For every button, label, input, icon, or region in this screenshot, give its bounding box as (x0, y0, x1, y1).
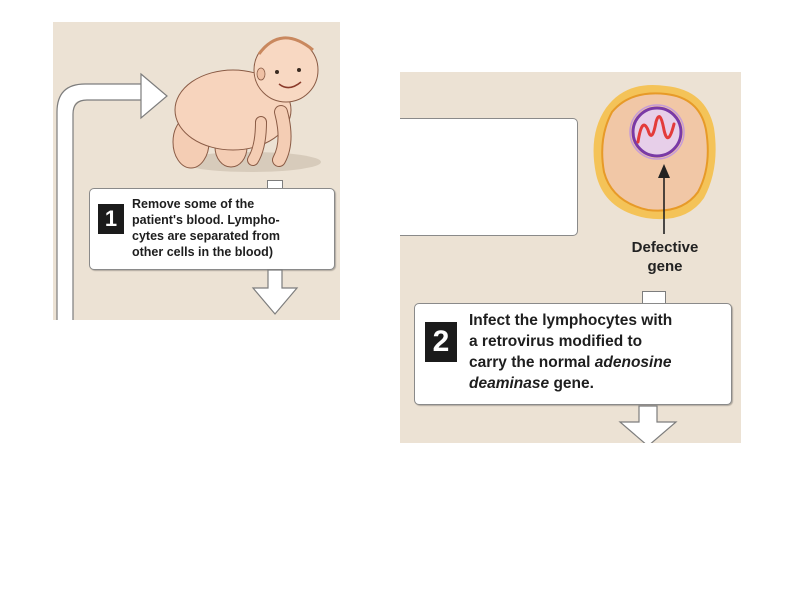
step2-line-2: a retrovirus modified to (469, 333, 643, 350)
step1-down-arrow-icon (249, 270, 309, 320)
step2-line-4-italic: deaminase (469, 375, 550, 392)
gene-label-line-2: gene (647, 258, 683, 275)
step2-down-arrow-icon (616, 406, 686, 443)
step2-line-4-text: gene. (549, 375, 594, 392)
step1-line-3: cytes are separated from (132, 229, 280, 243)
step1-line-4: other cells in the blood) (132, 245, 273, 259)
step2-line-3-text: carry the normal (469, 354, 595, 371)
step2-number-badge: 2 (425, 322, 457, 362)
step2-box (414, 303, 732, 405)
step1-text (132, 196, 280, 260)
step2-line-1: Infect the lymphocytes with (469, 312, 673, 329)
step2-text (469, 310, 672, 394)
step1-box (89, 188, 335, 270)
step2-line-3-italic: adenosine (594, 354, 672, 371)
step2-line-4 (469, 373, 672, 394)
step1-line-1: Remove some of the (132, 197, 255, 211)
step2-panel (400, 72, 741, 443)
step2-line-3 (469, 352, 672, 373)
step1-panel (53, 22, 340, 320)
defective-gene-label (610, 238, 720, 276)
step1-line-2: patient's blood. Lympho- (132, 213, 280, 227)
baby-illustration (161, 22, 331, 182)
step1-number-badge: 1 (98, 204, 124, 234)
blank-box (400, 118, 578, 236)
gene-label-line-1: Defective (631, 239, 699, 256)
gene-pointer-arrow-icon (654, 162, 674, 242)
